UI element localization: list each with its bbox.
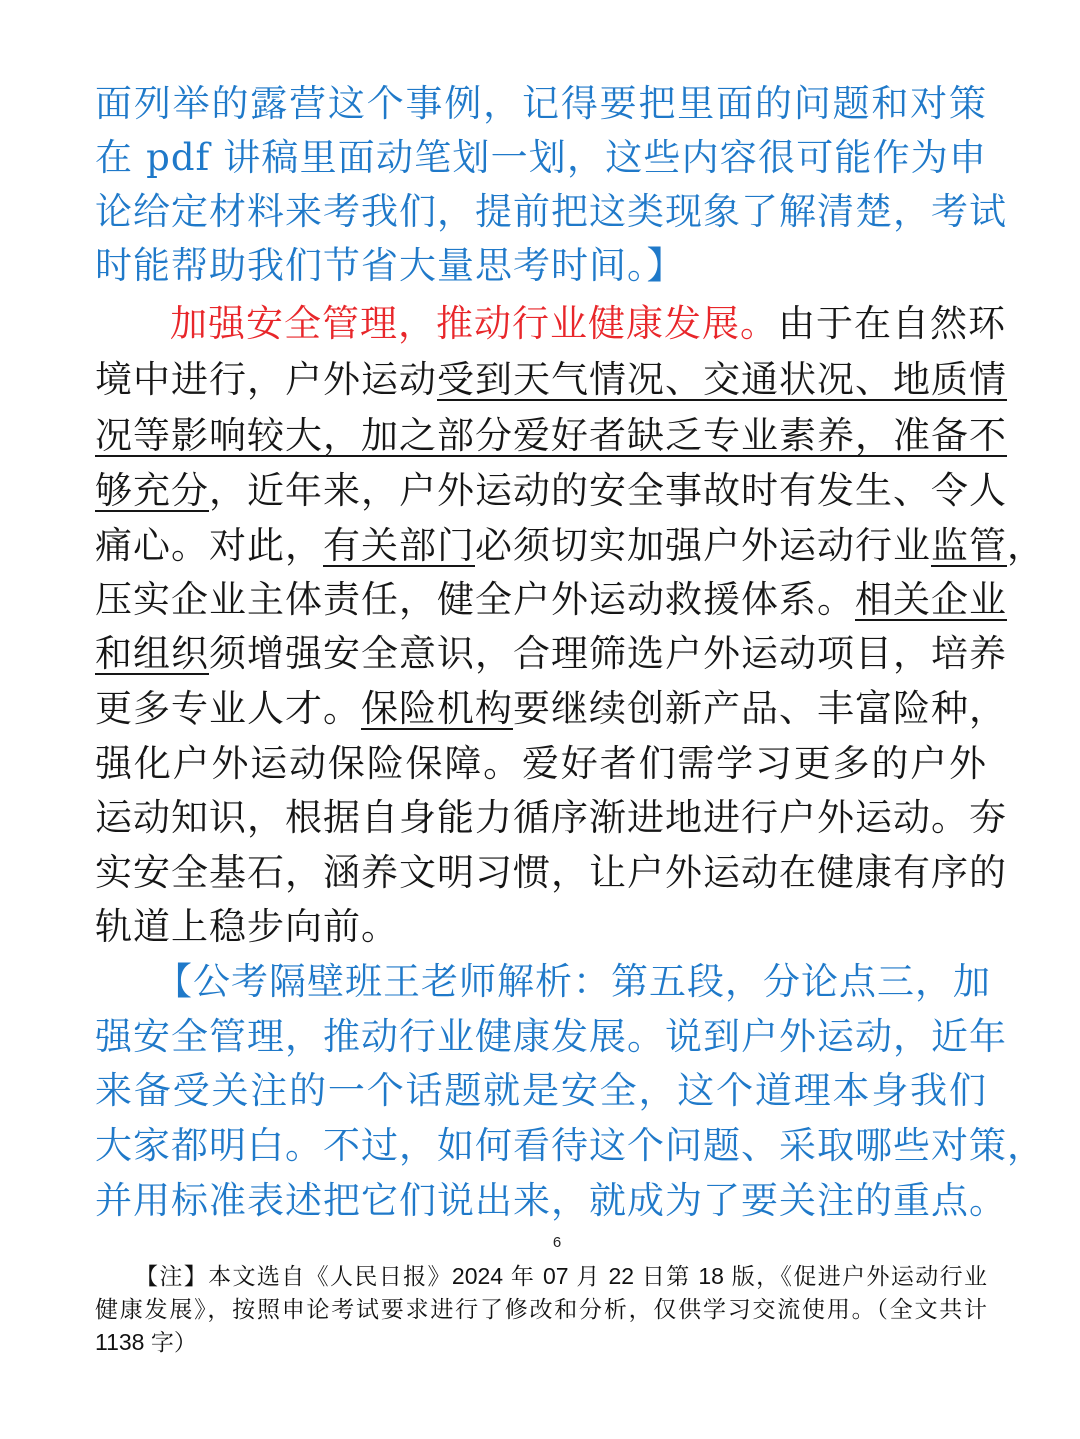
paragraph-text: 轨道上稳步向前。: [95, 905, 399, 948]
commentary-line: [95, 77, 987, 131]
analysis-text: 【公考隔壁班王老师解析：第五段，分论点三，加: [155, 960, 991, 1003]
paragraph-line: [95, 682, 1007, 736]
commentary-text: 在 pdf 讲稿里面动笔划一划，这些内容很可能作为申: [95, 136, 987, 179]
paragraph-line: [95, 573, 1007, 627]
paragraph-line: [95, 791, 1007, 845]
paragraph-text: ，: [1007, 524, 1045, 567]
paragraph-text: 境中进行，户外运动: [95, 358, 437, 401]
paragraph-text: 压实企业主体责任，健全户外运动救援体系。: [95, 578, 855, 621]
analysis-text: 强安全管理，推动行业健康发展。说到户外运动，近年: [95, 1015, 1007, 1058]
paragraph-text: 必须切实加强户外运动行业: [475, 524, 931, 567]
paragraph-text: 更多专业人才。: [95, 687, 361, 730]
analysis-line: [95, 1174, 1007, 1228]
analysis-text: 来备受关注的一个话题就是安全，这个道理本身我们: [95, 1069, 987, 1112]
commentary-line: [95, 185, 1007, 239]
paragraph-line: [95, 353, 1007, 407]
analysis-text: 并用标准表述把它们说出来，就成为了要关注的重点。: [95, 1179, 1007, 1222]
commentary-text: 论给定材料来考我们，提前把这类现象了解清楚，考试: [95, 190, 1007, 233]
paragraph-line: [95, 900, 987, 954]
underlined-text: 相关企业: [855, 578, 1007, 621]
paragraph-text: 由于在自然环: [778, 302, 1006, 345]
commentary-text: 面列举的露营这个事例，记得要把里面的问题和对策: [95, 82, 987, 125]
footnote-text: 健康发展》，按照申论考试要求进行了修改和分析，仅供学习交流使用。（全文共计: [95, 1296, 987, 1322]
paragraph-text: 运动知识，根据自身能力循序渐进地进行户外运动。夯: [95, 796, 1007, 839]
paragraph-line: [95, 519, 1045, 573]
underlined-text: 保险机构: [361, 687, 513, 730]
paragraph-text: 要继续创新产品、丰富险种，: [513, 687, 1007, 730]
footnote-line: [135, 1259, 987, 1293]
analysis-line: [95, 1064, 987, 1118]
underlined-text: 和组织: [95, 632, 209, 675]
paragraph-text: ，近年来，户外运动的安全事故时有发生、令人: [209, 469, 1007, 512]
underlined-text: 况等影响较大，加之部分爱好者缺乏专业素养，准备不: [95, 414, 1007, 457]
footnote-text: 1138 字）: [95, 1329, 197, 1355]
commentary-text: 时能帮助我们节省大量思考时间。】: [95, 244, 685, 287]
footnote-line: [95, 1292, 987, 1326]
underlined-text: 受到天气情况、交通状况、地质情: [437, 358, 1007, 401]
paragraph-line: [95, 409, 1007, 463]
paragraph-text: 实安全基石，涵养文明习惯，让户外运动在健康有序的: [95, 851, 1007, 894]
paragraph-line: [170, 297, 1006, 351]
paragraph-line: [95, 737, 987, 791]
paragraph-line: [95, 464, 1007, 518]
commentary-line: [95, 239, 987, 293]
analysis-line: [155, 955, 991, 1009]
section-heading: 加强安全管理，推动行业健康发展。: [170, 302, 778, 345]
footnote-text: 【注】本文选自《人民日报》2024 年 07 月 22 日第 18 版，《促进户外运动行业: [135, 1263, 987, 1289]
underlined-text: 有关部门: [323, 524, 475, 567]
paragraph-text: 强化户外运动保险保障。爱好者们需学习更多的户外: [95, 742, 987, 785]
commentary-line: [95, 131, 987, 185]
page-number: 6: [552, 1234, 562, 1251]
underlined-text: 监管: [931, 524, 1007, 567]
footnote-line: [95, 1325, 987, 1359]
analysis-text: 大家都明白。不过，如何看待这个问题、采取哪些对策，: [95, 1124, 1045, 1167]
analysis-line: [95, 1010, 1007, 1064]
underlined-text: 够充分: [95, 469, 209, 512]
paragraph-line: [95, 846, 1007, 900]
paragraph-text: 痛心。对此，: [95, 524, 323, 567]
paragraph-line: [95, 627, 1007, 681]
analysis-line: [95, 1119, 1045, 1173]
paragraph-text: 须增强安全意识，合理筛选户外运动项目，培养: [209, 632, 1007, 675]
